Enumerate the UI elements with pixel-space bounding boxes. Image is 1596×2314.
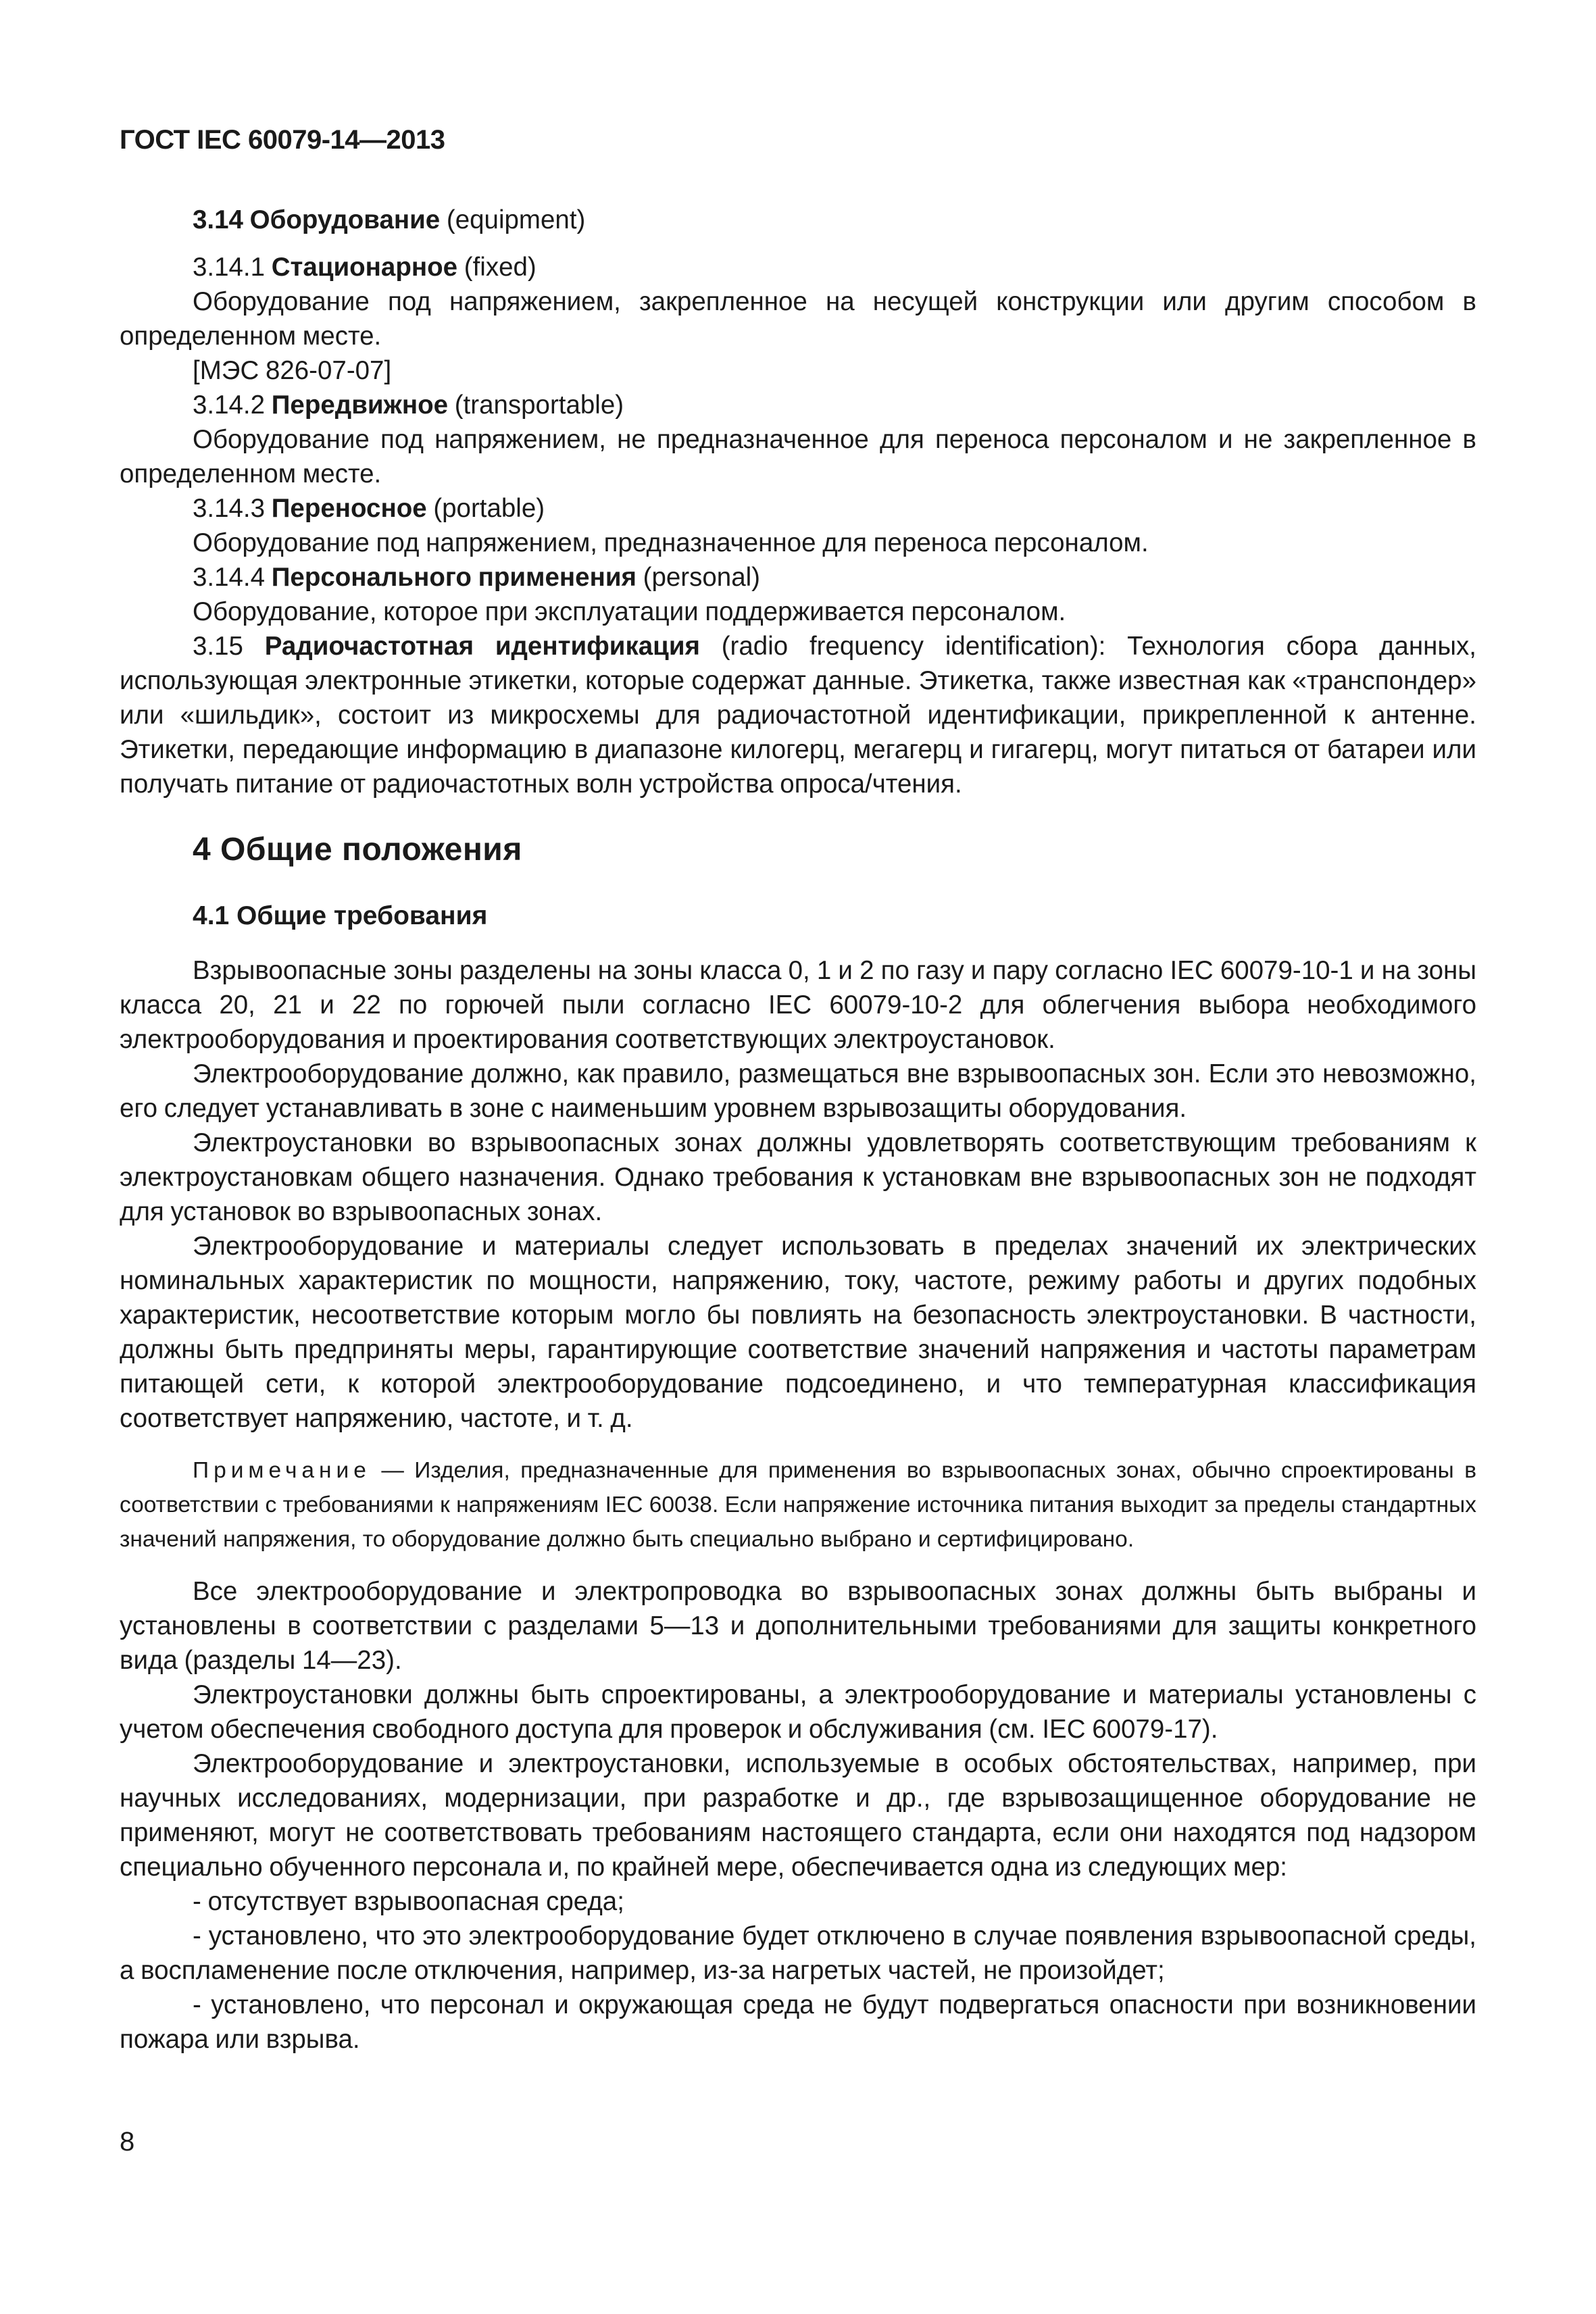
page-number: 8 (120, 2127, 135, 2157)
section-paragraphs (120, 953, 1476, 1436)
note-label: Примечание (193, 1458, 371, 1483)
section-paragraphs-after (120, 1574, 1476, 2057)
list-item: - установлено, что персонал и окружающая среда не будут подвергаться опасности при возникновении пожара или взрыва. (120, 1990, 1476, 2054)
paragraph: Электрооборудование должно, как правило, размещаться вне взрывоопасных зон. Если это невозможно, его следует устанавливать в зоне с наименьшим уровнем взрывозащиты оборудования. (120, 1059, 1476, 1123)
note-text: — Изделия, предназначенные для применения во взрывоопасных зонах, обычно спроектированы в соответствии с требованиями к напряжениям IEC 60038. Если напряжение источника питания выходит за пределы стандартных значений напряжения, то оборудование должно быть специально выбрано и сертифицировано. (120, 1458, 1476, 1552)
definition-3-14-3-text: Оборудование под напряжением, предназначенное для переноса персоналом. (193, 528, 1149, 557)
paragraph: Все электрооборудование и электропроводка во взрывоопасных зонах должны быть выбраны и установлены в соответствии с разделами 5—13 и дополнительными требованиями для защиты конкретного вида (разделы 14—23). (120, 1577, 1476, 1675)
definition-3-14-2: 3.14.2 Передвижное (transportable) (193, 391, 624, 420)
definition-3-14-4-text: Оборудование, которое при эксплуатации поддерживается персоналом. (193, 597, 1066, 626)
document-header: ГОСТ IEC 60079-14—2013 (120, 125, 445, 155)
paragraph: Электрооборудование и электроустановки, используемые в особых обстоятельствах, например, при научных исследованиях, модернизации, при разработке и др., где взрывозащищенное оборудование не применяют, могут не соответствовать требованиям настоящего стандарта, если они находятся под надзором специально обученного персонала и, по крайней мере, обеспечивается одна из следующих мер: (120, 1749, 1476, 1882)
definition-3-14-1-text: Оборудование под напряжением, закрепленное на несущей конструкции или другим способом в определенном месте. (120, 287, 1476, 351)
list-item: - отсутствует взрывоопасная среда; (193, 1887, 624, 1916)
paragraph: Электроустановки должны быть спроектированы, а электрооборудование и материалы установлены с учетом обеспечения свободного доступа для проверок и обслуживания (см. IEC 60079-17). (120, 1680, 1476, 1744)
definition-3-14-1: 3.14.1 Стационарное (fixed) (193, 253, 537, 282)
definition-3-14-1-ref: [МЭС 826-07-07] (193, 356, 392, 385)
definition-3-15: 3.15 Радиочастотная идентификация (radio frequency identification): Технология сбора данных, использующая электронные этикетки, которые содержат данные. Этикетка, также известная как «транспондер» или «шильдик», состоит из микросхемы для радиочастотной идентификации, прикрепленной к антенне. Этикетки, передающие информацию в диапазоне килогерц, мегагерц и гигагерц, могут питаться от батареи или получать питание от радиочастотных волн устройства опроса/чтения. (120, 632, 1476, 799)
definition-3-14-4: 3.14.4 Персонального применения (personal) (193, 563, 760, 592)
paragraph: Электрооборудование и материалы следует использовать в пределах значений их электрических номинальных характеристик по мощности, напряжению, току, частоте, режиму работы и других подобных характеристик, несоответствие которым могло бы повлиять на безопасность электроустановки. В частности, должны быть предприняты меры, гарантирующие соответствие значений напряжения и частоты параметрам питающей сети, к которой электрооборудование подсоединено, и что температурная классификация соответствует напряжению, частоте, и т. д. (120, 1232, 1476, 1433)
section-title: 4 Общие положения (193, 832, 522, 867)
definition-3-14-2-text: Оборудование под напряжением, не предназначенное для переноса персоналом и не закрепленное в определенном месте. (120, 425, 1476, 488)
section-4 (120, 831, 1476, 2057)
subsection-title: 4.1 Общие требования (193, 901, 488, 930)
list-item: - установлено, что это электрооборудование будет отключено в случае появления взрывоопасной среды, а воспламенение после отключения, например, из-за нагретых частей, не произойдет; (120, 1921, 1476, 1985)
definition-3-14-3: 3.14.3 Переносное (portable) (193, 494, 545, 523)
definitions-block (120, 203, 1476, 801)
paragraph: Электроустановки во взрывоопасных зонах должны удовлетворять соответствующим требованиям к электроустановкам общего назначения. Однако требования к установкам вне взрывоопасных зон не подходят для установок во взрывоопасных зонах. (120, 1128, 1476, 1226)
paragraph: Взрывоопасные зоны разделены на зоны класса 0, 1 и 2 по газу и пару согласно IEC 60079-10-1 и на зоны класса 20, 21 и 22 по горючей пыли согласно IEC 60079-10-2 для облегчения выбора необходимого электрооборудования и проектирования соответствующих электроустановок. (120, 956, 1476, 1054)
note (120, 1453, 1476, 1557)
definition-3-14: 3.14 Оборудование (equipment) (193, 205, 586, 234)
